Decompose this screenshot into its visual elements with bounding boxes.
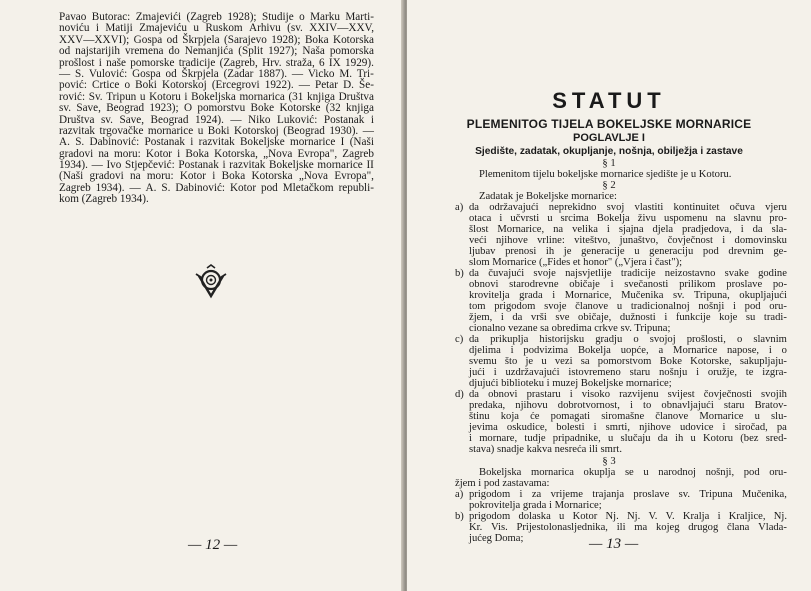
section-mark: § 3 xyxy=(602,456,616,467)
text-line: od najstarijih vremena do Nemanjića (Split 1927); Naša pomorska xyxy=(59,45,374,58)
text-line: pović: Crtice o Boki Kotorskoj (Ercegrovi 1922). — Petar D. Še- xyxy=(59,79,374,92)
list-item-line: prigodom dolaska u Kotor Nj. Nj. V. V. Kralja i Kraljice, Nj. xyxy=(469,511,787,522)
list-item-line: šlost Mornarice, na velika i sjajna djela pradjedova, i da sla- xyxy=(469,224,787,235)
text-line: XXV—XXVI); Gospa od Škrpjela (Sarajevo 1928); Boka Kotorska xyxy=(59,33,374,46)
list-item-line: veći njihove vrline: viteštvo, junaštvo, čovječnost i domovinsku xyxy=(469,235,787,246)
text-line: prošlost i naše pomorske tradicije (Zagreb, Hrv. straža, 6 IX 1929). xyxy=(59,56,374,69)
list-item-line: slom Mornarice („Fides et honor" („Vjera i čast"); xyxy=(469,257,683,268)
text-line: Društva sv. Save, Beograd 1924). — Niko Luković: Postanak i xyxy=(59,113,374,126)
list-item-line: predaka, njihovu dobrotvornost, i to obnavljajući staru Bratov- xyxy=(469,400,787,411)
list-item-line: djujući biblioteku i muzej Bokeljske mornarice; xyxy=(469,378,672,389)
section-text: žjem i pod zastavama: xyxy=(455,478,550,489)
text-line: kom (Zagreb 1934). xyxy=(59,193,149,206)
text-line: noviću i Matiji Zmajeviću u Ruskom Arhivu (sv. XXIV—XXV, xyxy=(59,22,374,35)
list-item-line: tom prigodom svoje članove u tradicionalnoj nošnji i pod oru- xyxy=(469,301,787,312)
list-item-line: da prikuplja historijsku gradju o svojoj prošlosti, o slavnim xyxy=(469,334,787,345)
list-item-line: jevima oskudice, bolesti i smrti, njihove udovice i siročad, pa xyxy=(469,422,787,433)
text-line: rović: Sv. Tripun u Kotoru i Bokeljska mornarica (31 knjiga Društva xyxy=(59,90,374,103)
text-line: — S. Vulović: Gospa od Škrpjela (Zadar 1887). — Vicko M. Tri- xyxy=(59,67,374,80)
society-name: PLEMENITOG TIJELA BOKELJSKE MORNARICE xyxy=(466,117,752,131)
item-label: d) xyxy=(455,389,464,400)
list-item-line: da održavajući neprekidno svoj vlastiti kontinuitet očuva vjeru xyxy=(469,202,787,213)
list-item-line: žjem, i da vrši sve običaje, dužnosti i funkcije koje su tradi- xyxy=(469,312,787,323)
anchor-emblem-icon xyxy=(193,263,229,299)
list-item-line: ljubav prenosi ih je generacije u generaciju pod drevnim ge- xyxy=(469,246,787,257)
text-line: gradovi na moru: Kotor i Boka Kotorska, „Nova Evropa", Zagreb xyxy=(59,147,374,160)
list-item-line: i mornare, tudje pripadnike, u slučaju da ih u Kotoru (bez sred- xyxy=(469,433,787,444)
chapter-subtitle: Sjedište, zadatak, okupljanje, nošnja, obilježja i zastave xyxy=(475,146,743,157)
section-mark: § 1 xyxy=(602,158,616,169)
page-number: — 12 — xyxy=(188,537,238,553)
list-item-line: stava) snadje kakva nesreća ili smrt. xyxy=(469,444,622,455)
list-item-line: jući i uzdržavajući istovremeno staru nošnju i oružje, te izgra- xyxy=(469,367,787,378)
list-item-line: Kr. Vis. Prijestolonasljednika, ili ma kojeg drugog člana Vlada- xyxy=(469,522,787,533)
item-label: b) xyxy=(455,511,464,522)
list-item-line: djelima i podvizima Bokelja uopće, a Mornarice napose, i o xyxy=(469,345,787,356)
item-label: c) xyxy=(455,334,464,345)
chapter-heading: POGLAVLJE I xyxy=(573,132,645,144)
text-line: Zagreb 1934). — A. S. Dabinović: Kotor pod Mletačkom republi- xyxy=(59,181,374,194)
section-text: Zadatak je Bokeljske mornarice: xyxy=(479,191,617,202)
document-title: STATUT xyxy=(552,88,666,113)
list-item-line: krovitelja grada i Mornarice, Mučenika sv. Tripuna, okupljajući xyxy=(469,290,787,301)
item-label: b) xyxy=(455,268,464,279)
section-text: Plemenitom tijelu bokeljske mornarice sjedište je u Kotoru. xyxy=(479,169,732,180)
item-label: a) xyxy=(455,489,464,500)
section-mark: § 2 xyxy=(602,180,616,191)
list-item-line: da obnovi prastaru i visoko razvijenu svijest čovječnosti svojih xyxy=(469,389,787,400)
list-item-line: pokrovitelja grada i Mornarice; xyxy=(469,500,602,511)
text-line: sv. Save, Beograd 1923); O pomorstvu Boke Kotorske (32 knjiga xyxy=(59,102,374,115)
section-text: Bokeljska mornarica okuplja se u narodnoj nošnji, pod oru- xyxy=(479,467,787,478)
text-line: 1934). — Ivo Stjepčević: Postanak i razvitak Bokeljske mornarice II xyxy=(59,159,374,172)
text-line: razvitak trgovačke mornarice u Boki Kotorskoj (Beograd 1930). — xyxy=(59,124,374,137)
list-item-line: cionalno vezane sa obredima crkve sv. Tripuna; xyxy=(469,323,671,334)
list-item-line: prigodom i za vrijeme trajanja proslave sv. Tripuna Mučenika, xyxy=(469,489,787,500)
page-number: — 13 — xyxy=(589,536,639,552)
list-item-line: obnovi starodrevne običaje i svečanosti prilikom proslave po- xyxy=(469,279,787,290)
text-line: A. S. Dabinović: Postanak i razvitak Bokeljske mornarice I (Naši xyxy=(59,136,374,149)
item-label: a) xyxy=(455,202,464,213)
bibliography-text xyxy=(59,12,374,206)
right-page xyxy=(407,0,811,591)
text-line: Pavao Butorac: Zmajevići (Zagreb 1928); Studije o Marku Marti- xyxy=(59,11,374,23)
list-item-line: jućeg Doma; xyxy=(469,533,524,544)
left-page xyxy=(0,0,404,591)
list-item-line: da čuvajući svoje najsvjetlije tradicije neizostavno svake godine xyxy=(469,268,787,279)
text-line: (Naši gradovi na moru: Kotor i Boka Kotorska „Nova Evropa", xyxy=(59,170,374,183)
list-item-line: otaca i učvrsti u srcima Bokelja živu uspomenu na slavnu pro- xyxy=(469,213,787,224)
list-item-line: svemu što je u vezi sa pomorstvom Boke Kotorske, sakupljaju- xyxy=(469,356,787,367)
list-item-line: štinu koja će pomagati siromašne članove Mornarice u slu- xyxy=(469,411,787,422)
